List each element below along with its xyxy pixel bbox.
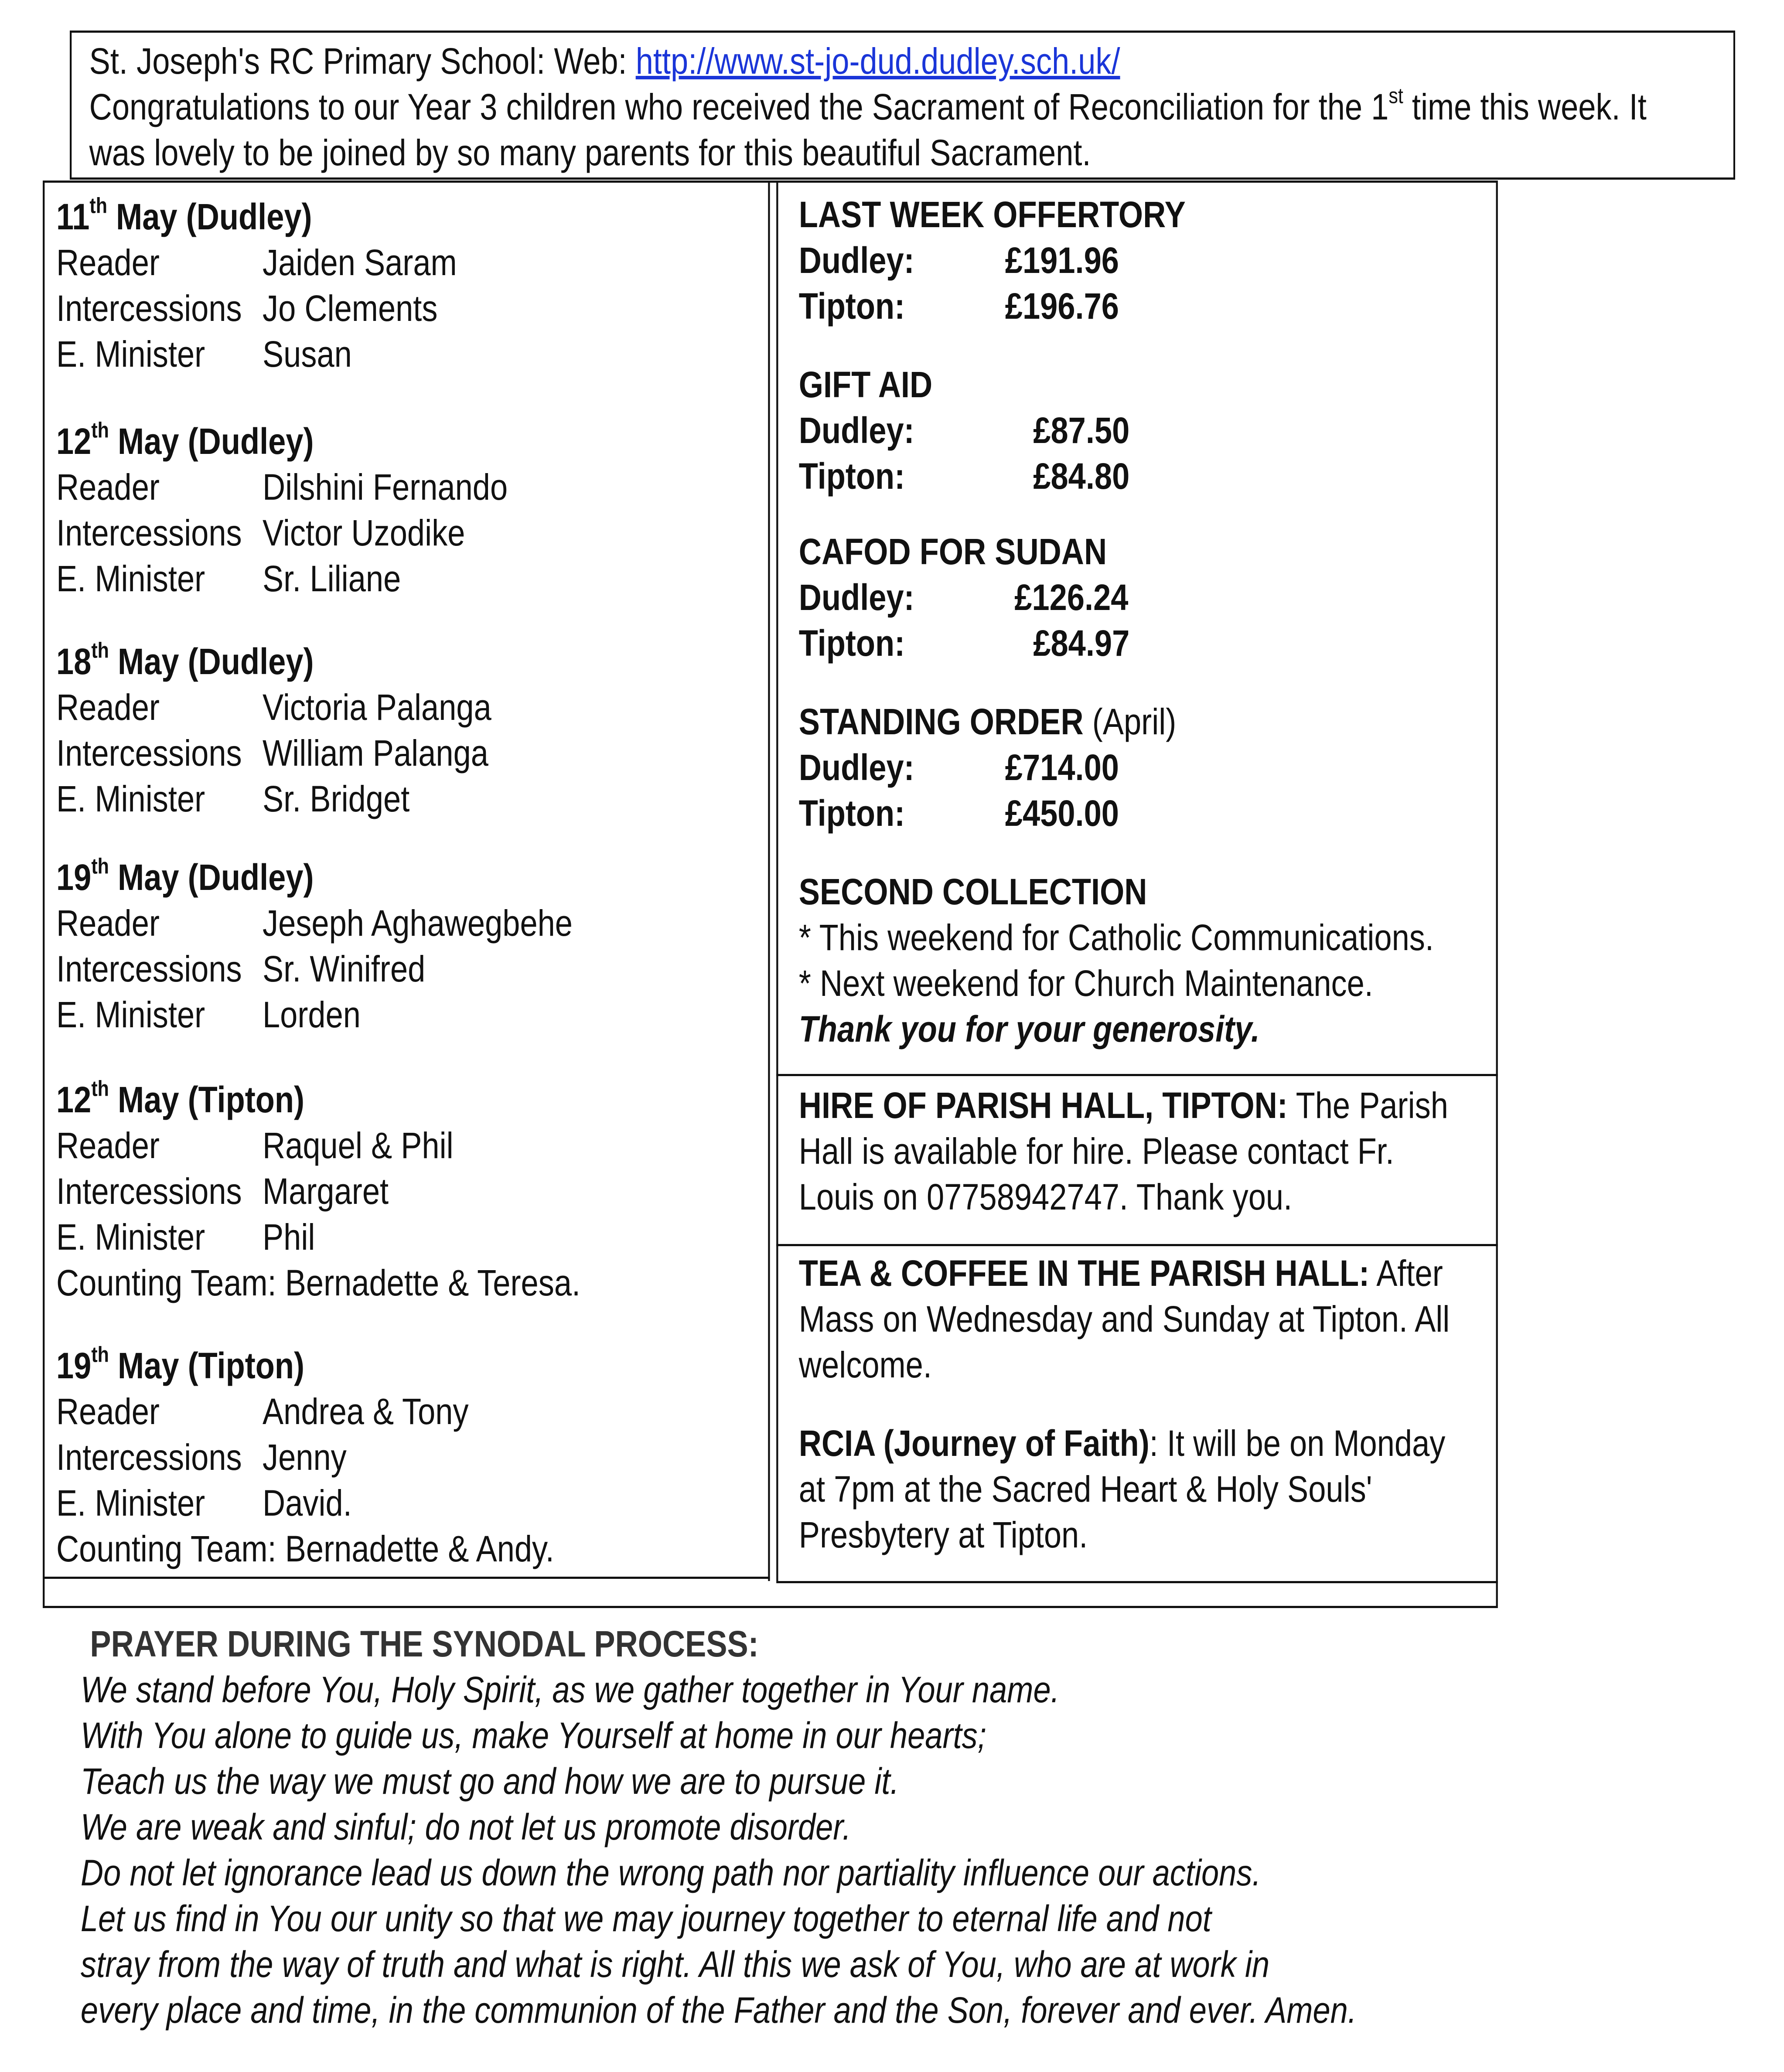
prayer-line: With You alone to guide us, make Yourself at home in our hearts; — [80, 1715, 986, 1756]
rota-role-label: Reader — [56, 687, 160, 728]
rota-person-name: William Palanga — [263, 733, 488, 774]
rota-role-label: Intercessions — [56, 512, 242, 553]
offertory-dudley-label: Dudley: — [798, 240, 914, 281]
cafod-dudley-value: £126.24 — [1014, 577, 1129, 618]
gift-aid-tipton-value: £84.80 — [1033, 456, 1130, 497]
rota-role-label: Reader — [56, 903, 160, 944]
tea-line-3: welcome. — [798, 1344, 932, 1385]
rota-role-label: E. Minister — [56, 1217, 205, 1258]
standing-order-dudley-label: Dudley: — [798, 747, 914, 788]
school-congrats-line-1: Congratulations to our Year 3 children who received the Sacrament of Reconciliation for the 1st time this week. It — [89, 83, 1647, 127]
rota-heading: 12th May (Dudley) — [56, 418, 314, 462]
rota-role-label: E. Minister — [56, 334, 205, 375]
left-column-divider — [768, 181, 770, 1581]
prayer-line: every place and time, in the communion of the Father and the Son, forever and ever. Amen. — [80, 1990, 1357, 2031]
rota-heading: 11th May (Dudley) — [56, 193, 312, 237]
rota-person-name: Dilshini Fernando — [263, 467, 508, 508]
second-collection-title: SECOND COLLECTION — [798, 871, 1147, 912]
gift-aid-tipton-label: Tipton: — [798, 456, 905, 497]
offertory-title: LAST WEEK OFFERTORY — [798, 194, 1186, 235]
left-column-bottom-rule — [43, 1577, 770, 1579]
rota-role-label: Reader — [56, 1125, 160, 1166]
rota-role-label: E. Minister — [56, 1482, 205, 1523]
rota-person-name: Victor Uzodike — [263, 512, 465, 553]
rota-role-label: Intercessions — [56, 1171, 242, 1212]
hire-title: HIRE OF PARISH HALL, TIPTON: — [798, 1085, 1288, 1126]
prayer-line: We are weak and sinful; do not let us promote disorder. — [80, 1806, 851, 1847]
school-web-line — [89, 38, 1120, 84]
second-collection-thanks: Thank you for your generosity. — [798, 1009, 1260, 1050]
rota-role-label: E. Minister — [56, 994, 205, 1035]
cafod-tipton-value: £84.97 — [1033, 623, 1130, 664]
prayer-line: stray from the way of truth and what is right. All this we ask of You, who are at work in — [80, 1944, 1270, 1985]
rota-role-label: Intercessions — [56, 948, 242, 989]
right-column-left-border — [776, 181, 778, 1581]
tea-line-1: TEA & COFFEE IN THE PARISH HALL: After — [798, 1253, 1443, 1294]
prayer-line: Teach us the way we must go and how we are to pursue it. — [80, 1761, 899, 1802]
rota-role-label: Reader — [56, 467, 160, 508]
prayer-line: Do not let ignorance lead us down the wrong path nor partiality influence our actions. — [80, 1852, 1261, 1893]
standing-order-title: STANDING ORDER (April) — [798, 701, 1177, 742]
rota-person-name: Jo Clements — [263, 288, 438, 329]
prayer-title: PRAYER DURING THE SYNODAL PROCESS: — [90, 1623, 759, 1664]
tea-line-2: Mass on Wednesday and Sunday at Tipton. All — [798, 1298, 1450, 1339]
rota-person-name: Victoria Palanga — [263, 687, 491, 728]
hire-line-3: Louis on 07758942747. Thank you. — [798, 1176, 1293, 1217]
tea-title: TEA & COFFEE IN THE PARISH HALL: — [798, 1253, 1370, 1294]
rota-person-name: Susan — [263, 334, 352, 375]
offertory-tipton-value: £196.76 — [1005, 286, 1119, 327]
rcia-title: RCIA (Journey of Faith) — [798, 1423, 1150, 1464]
rota-heading: 19th May (Tipton) — [56, 1342, 305, 1386]
hire-line-1: HIRE OF PARISH HALL, TIPTON: The Parish — [798, 1085, 1448, 1126]
prayer-line: We stand before You, Holy Spirit, as we gather together in Your name. — [80, 1669, 1060, 1710]
offertory-tipton-label: Tipton: — [798, 286, 905, 327]
rota-heading: 12th May (Tipton) — [56, 1076, 305, 1120]
rota-heading: 18th May (Dudley) — [56, 638, 314, 682]
rcia-line-2: at 7pm at the Sacred Heart & Holy Souls' — [798, 1469, 1372, 1510]
rota-counting-team: Counting Team: Bernadette & Andy. — [56, 1528, 554, 1569]
second-collection-line-2: * Next weekend for Church Maintenance. — [798, 963, 1373, 1004]
rcia-line-3: Presbytery at Tipton. — [798, 1514, 1088, 1555]
rota-role-label: Reader — [56, 242, 160, 283]
rota-role-label: Intercessions — [56, 1437, 242, 1478]
hire-line-2: Hall is available for hire. Please contact Fr. — [798, 1131, 1394, 1172]
rota-person-name: Sr. Bridget — [263, 778, 410, 819]
rota-person-name: Sr. Liliane — [263, 558, 401, 599]
offertory-dudley-value: £191.96 — [1005, 240, 1119, 281]
standing-order-tipton-label: Tipton: — [798, 793, 905, 834]
rota-person-name: Andrea & Tony — [263, 1391, 469, 1432]
gift-aid-title: GIFT AID — [798, 364, 933, 405]
rota-role-label: E. Minister — [56, 558, 205, 599]
cafod-title: CAFOD FOR SUDAN — [798, 531, 1107, 572]
tea-top-rule — [776, 1244, 1498, 1246]
cafod-dudley-label: Dudley: — [798, 577, 914, 618]
rota-person-name: Margaret — [263, 1171, 389, 1212]
rota-heading: 19th May (Dudley) — [56, 854, 314, 898]
rota-person-name: Jaiden Saram — [263, 242, 457, 283]
rota-person-name: Jenny — [263, 1437, 347, 1478]
rota-person-name: Sr. Winifred — [263, 948, 426, 989]
rota-person-name: Raquel & Phil — [263, 1125, 454, 1166]
second-collection-line-1: * This weekend for Catholic Communications. — [798, 917, 1434, 958]
rota-role-label: Intercessions — [56, 288, 242, 329]
rota-role-label: Intercessions — [56, 733, 242, 774]
rota-counting-team: Counting Team: Bernadette & Teresa. — [56, 1262, 581, 1303]
school-web-link[interactable]: http://www.st-jo-dud.dudley.sch.uk/ — [635, 41, 1120, 82]
standing-order-tipton-value: £450.00 — [1005, 793, 1119, 834]
gift-aid-dudley-label: Dudley: — [798, 410, 914, 451]
rota-role-label: Reader — [56, 1391, 160, 1432]
cafod-tipton-label: Tipton: — [798, 623, 905, 664]
gift-aid-dudley-value: £87.50 — [1033, 410, 1130, 451]
hire-top-rule — [776, 1074, 1498, 1076]
rota-person-name: David. — [263, 1482, 352, 1523]
rota-person-name: Phil — [263, 1217, 315, 1258]
prayer-line: Let us find in You our unity so that we may journey together to eternal life and not — [80, 1898, 1211, 1939]
standing-order-dudley-value: £714.00 — [1005, 747, 1119, 788]
school-web-label: St. Joseph's RC Primary School: Web: — [89, 41, 636, 82]
rcia-line-1: RCIA (Journey of Faith): It will be on Monday — [798, 1423, 1446, 1464]
rota-role-label: E. Minister — [56, 778, 205, 819]
right-column-bottom-rule — [776, 1581, 1498, 1583]
rota-person-name: Jeseph Aghawegbehe — [263, 903, 573, 944]
school-congrats-line-2: was lovely to be joined by so many parents for this beautiful Sacrament. — [89, 132, 1091, 173]
rota-person-name: Lorden — [263, 994, 361, 1035]
